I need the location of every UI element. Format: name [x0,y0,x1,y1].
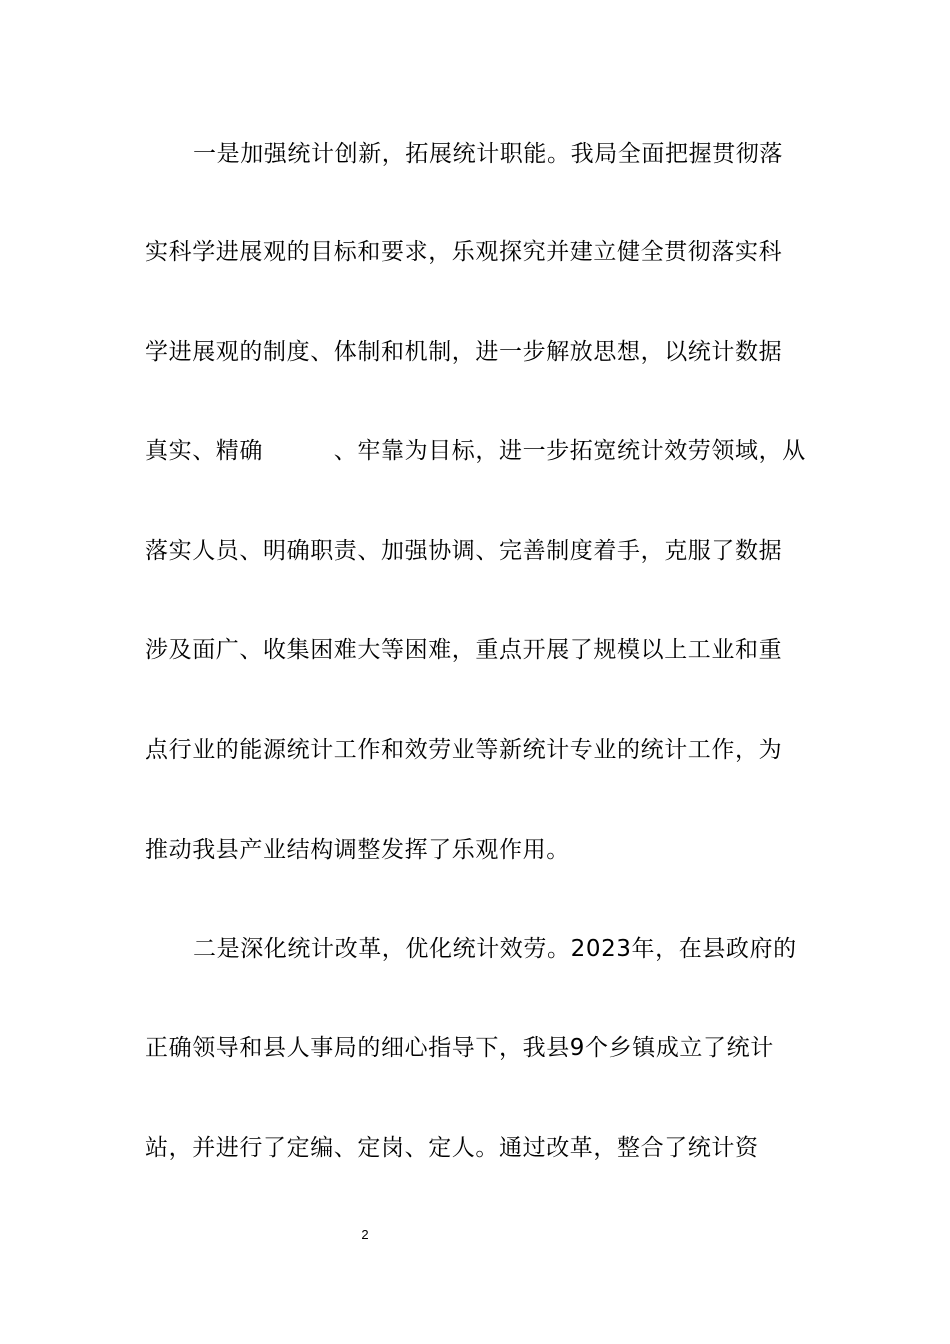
paragraph-1-line-8: 推动我县产业结构调整发挥了乐观作用。 [145,837,570,863]
paragraph-1-line-6: 涉及面广、收集困难大等困难，重点开展了规模以上工业和重 [145,637,783,663]
paragraph-2-line-2: 正确领导和县人事局的细心指导下，我县9个乡镇成立了统计 [145,1035,774,1061]
paragraph-1-line-1: 一是加强统计创新，拓展统计职能。我局全面把握贯彻落 [193,141,783,167]
paragraph-1-line-3: 学进展观的制度、体制和机制，进一步解放思想，以统计数据 [145,339,783,365]
paragraph-2-line-3: 站，并进行了定编、定岗、定人。通过改革，整合了统计资 [145,1135,759,1161]
paragraph-1-line-2: 实科学进展观的目标和要求，乐观探究并建立健全贯彻落实科 [145,239,783,265]
paragraph-1-line-4: 真实、精确 、牢靠为目标，进一步拓宽统计效劳领域，从 [145,438,806,464]
page-number: 2 [361,1227,369,1242]
paragraph-2-line-1: 二是深化统计改革，优化统计效劳。2023年，在县政府的 [193,936,797,962]
paragraph-1-line-7: 点行业的能源统计工作和效劳业等新统计专业的统计工作，为 [145,737,783,763]
paragraph-1-line-5: 落实人员、明确职责、加强协调、完善制度着手，克服了数据 [145,538,783,564]
